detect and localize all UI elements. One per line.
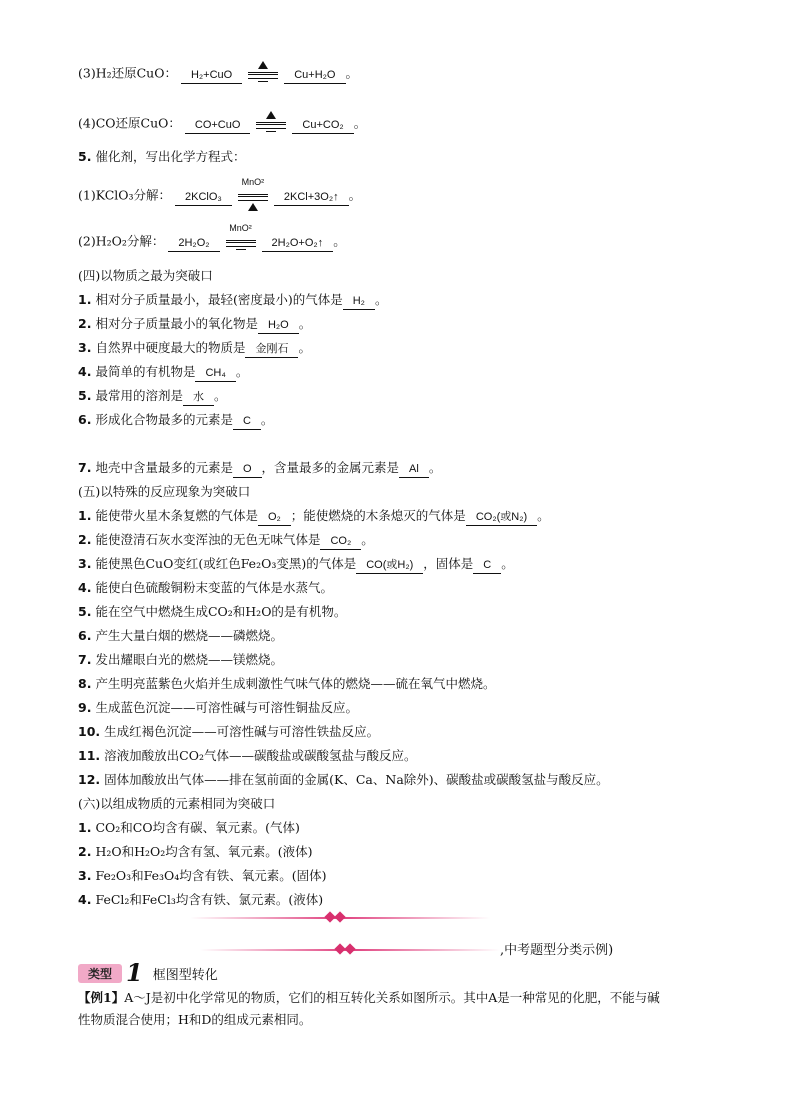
reaction-rhs: Cu+CO₂ [292, 117, 353, 134]
list-item: 11. 溶液加酸放出CO₂气体——碳酸盐或碳酸氢盐与酸反应。 [78, 748, 417, 763]
list-item: 10. 生成红褐色沉淀——可溶性碱与可溶性铁盐反应。 [78, 724, 380, 739]
section-title-4: (四)以物质之最为突破口 [78, 268, 213, 283]
list-item: 2. 相对分子质量最小的氧化物是 H₂O 。 [78, 314, 750, 334]
heat-triangle-icon [248, 203, 258, 211]
list-item: 1. 能使带火星木条复燃的气体是 O₂ ；能使燃烧的木条熄灭的气体是 CO₂(或N₂) 。 [78, 506, 750, 526]
list-item: 5. 能在空气中燃烧生成CO₂和H₂O的是有机物。 [78, 604, 347, 619]
list-item: 4. FeCl₂和FeCl₃均含有铁、氯元素。(液体) [78, 892, 324, 907]
type-badge: 类型 [78, 964, 122, 983]
heat-condition [254, 113, 288, 135]
reaction-lhs: CO+CuO [185, 117, 251, 134]
reaction-lhs: 2H₂O₂ [168, 235, 219, 252]
reaction-rhs: 2KCl+3O₂↑ [274, 189, 349, 206]
heat-condition [246, 63, 280, 85]
type-number: 1 [126, 958, 143, 987]
reaction-rhs: 2H₂O+O₂↑ [262, 235, 334, 252]
heat-triangle-icon [266, 111, 276, 119]
reaction-co-cuo: (4)CO还原CuO： CO+CuO Cu+CO₂ 。 [78, 113, 750, 133]
list-item: 3. Fe₂O₃和Fe₃O₄均含有铁、氧元素。(固体) [78, 868, 327, 883]
list-item: 3. 自然界中硬度最大的物质是 金刚石 。 [78, 338, 750, 358]
section-title-6: (六)以组成物质的元素相同为突破口 [78, 796, 276, 811]
list-item: 8. 产生明亮蓝紫色火焰并生成刺激性气味气体的燃烧——硫在氧气中燃烧。 [78, 676, 496, 691]
reaction-rhs: Cu+H₂O [284, 67, 345, 84]
heat-triangle-icon [258, 61, 268, 69]
list-item: 4. 能使白色硫酸铜粉末变蓝的气体是水蒸气。 [78, 580, 333, 595]
reaction-kclo3: (1)KClO₃分解： 2KClO₃ MnO² 2KCl+3O₂↑ 。 [78, 185, 750, 205]
type-heading [78, 958, 218, 987]
list-item: 6. 产生大量白烟的燃烧——磷燃烧。 [78, 628, 283, 643]
type-title: 框图型转化 [152, 967, 218, 983]
heading-catalyst: 5. 催化剂，写出化学方程式： [78, 149, 246, 164]
list-item: 3. 能使黑色CuO变红(或红色Fe₂O₃变黑)的气体是 CO(或H₂) ，固体是 C 。 [78, 554, 750, 574]
example-tag: 【例1】 [78, 990, 125, 1005]
list-item: 2. H₂O和H₂O₂均含有氢、氧元素。(液体) [78, 844, 313, 859]
list-item: 6. 形成化合物最多的元素是 C 。 [78, 410, 750, 430]
catalyst-condition: MnO² [236, 185, 270, 207]
catalyst-condition: MnO² [224, 231, 258, 253]
list-item: 12. 固体加酸放出气体——排在氢前面的金属(K、Ca、Na除外)、碳酸盐或碳酸氢盐与酸反应。 [78, 772, 609, 787]
list-item: 9. 生成蓝色沉淀——可溶性碱与可溶性铜盐反应。 [78, 700, 358, 715]
diamond-icon [344, 943, 355, 954]
diamond-icon [334, 911, 345, 922]
reaction-h2-cuo: (3)H₂还原CuO： H₂+CuO Cu+H₂O 。 [78, 63, 750, 83]
list-item: 1. 相对分子质量最小，最轻(密度最小)的气体是 H₂ 。 [78, 290, 750, 310]
list-item: 7. 发出耀眼白光的燃烧——镁燃烧。 [78, 652, 283, 667]
decorative-divider [200, 949, 500, 951]
list-item: 7. 地壳中含量最多的元素是 O ，含量最多的金属元素是 Al 。 [78, 458, 750, 478]
section-caption: ,中考题型分类示例) [500, 943, 614, 958]
list-item: 5. 最常用的溶剂是 水 。 [78, 386, 750, 406]
list-item: 2. 能使澄清石灰水变浑浊的无色无味气体是 CO₂ 。 [78, 530, 750, 550]
decorative-divider [190, 917, 490, 919]
example-paragraph: 【例1】A～J是初中化学常见的物质，它们的相互转化关系如图所示。其中A是一种常见的化肥，不能与碱 性物质混合使用；H和D的组成元素相同。 [78, 990, 660, 1027]
list-item: 1. CO₂和CO均含有碳、氧元素。(气体) [78, 820, 300, 835]
list-item: 4. 最简单的有机物是 CH₄ 。 [78, 362, 750, 382]
reaction-h2o2: (2)H₂O₂分解： 2H₂O₂ MnO² 2H₂O+O₂↑ 。 [78, 231, 750, 251]
section-title-5: (五)以特殊的反应现象为突破口 [78, 484, 251, 499]
reaction-lhs: H₂+CuO [181, 67, 242, 84]
reaction-lhs: 2KClO₃ [175, 189, 232, 206]
